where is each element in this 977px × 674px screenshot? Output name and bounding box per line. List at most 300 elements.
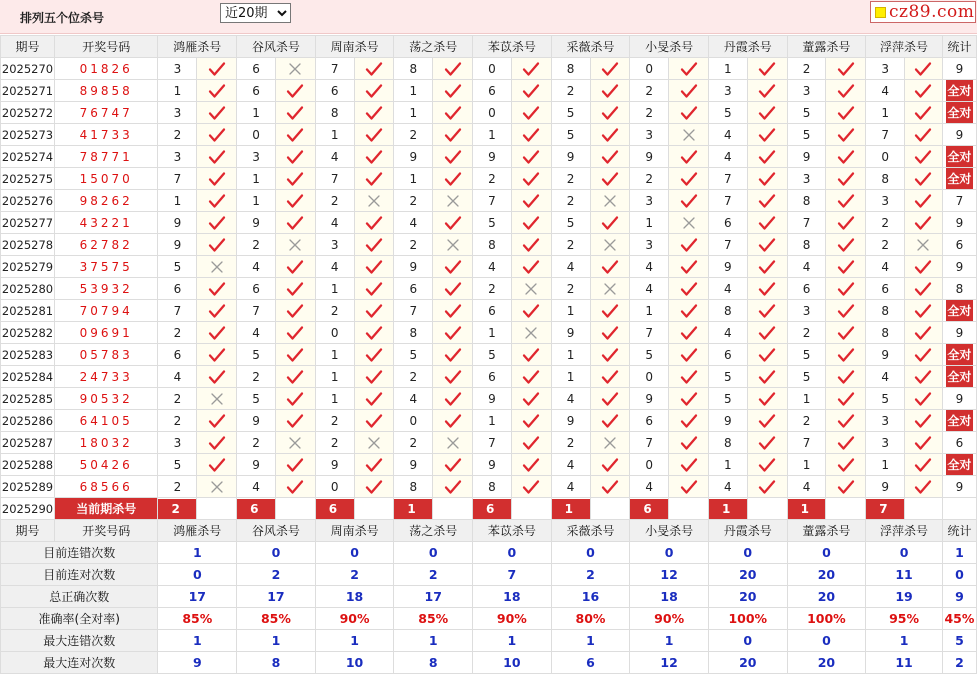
kill-number: 1 — [394, 80, 433, 102]
kill-number: 9 — [630, 146, 669, 168]
kill-number: 2 — [630, 80, 669, 102]
cross-icon — [433, 234, 473, 256]
check-icon — [275, 146, 315, 168]
kill-number: 4 — [315, 212, 354, 234]
table-row — [1, 322, 977, 344]
check-icon — [826, 168, 866, 190]
check-icon — [275, 278, 315, 300]
current-kill-number: 7 — [866, 499, 904, 519]
cross-icon — [905, 234, 943, 256]
kill-number: 5 — [787, 344, 826, 366]
column-header-expert: 荡之杀号 — [394, 36, 473, 58]
issue-number: 2025271 — [1, 80, 55, 102]
current-kill-cell — [315, 498, 354, 520]
kill-number: 8 — [473, 476, 512, 498]
check-icon — [354, 410, 394, 432]
summary-value: 100% — [787, 608, 866, 630]
summary-value: 0 — [237, 542, 316, 564]
kill-number: 2 — [315, 410, 354, 432]
summary-value: 0 — [473, 542, 552, 564]
current-kill-number: 2 — [158, 499, 196, 519]
cross-icon — [275, 58, 315, 80]
current-kill-number: 1 — [788, 499, 826, 519]
summary-value: 85% — [237, 608, 316, 630]
kill-number: 8 — [866, 168, 905, 190]
all-correct-badge: 全对 — [946, 410, 973, 431]
check-icon — [905, 322, 943, 344]
check-icon — [590, 146, 630, 168]
period-select[interactable] — [220, 3, 291, 23]
summary-stat: 9 — [942, 586, 976, 608]
check-icon — [905, 58, 943, 80]
kill-number: 1 — [866, 102, 905, 124]
all-correct-badge: 全对 — [946, 102, 973, 123]
kill-number: 0 — [315, 322, 354, 344]
kill-number: 7 — [315, 168, 354, 190]
summary-value: 20 — [787, 586, 866, 608]
check-icon — [354, 168, 394, 190]
summary-row — [1, 652, 977, 674]
check-icon — [511, 454, 551, 476]
table-row — [1, 58, 977, 80]
check-icon — [354, 278, 394, 300]
current-kill-spacer — [354, 498, 394, 520]
check-icon — [826, 190, 866, 212]
cross-icon — [669, 124, 709, 146]
issue-number: 2025285 — [1, 388, 55, 410]
kill-number: 6 — [473, 366, 512, 388]
draw-number: 98262 — [54, 190, 158, 212]
kill-number: 2 — [866, 234, 905, 256]
check-icon — [905, 102, 943, 124]
check-icon — [905, 366, 943, 388]
kill-number: 5 — [551, 102, 590, 124]
kill-number: 8 — [866, 322, 905, 344]
check-icon — [275, 212, 315, 234]
summary-value: 20 — [787, 564, 866, 586]
kill-number: 8 — [394, 58, 433, 80]
table-row — [1, 168, 977, 190]
kill-number: 5 — [708, 388, 747, 410]
all-correct-badge: 全对 — [946, 366, 973, 387]
kill-number: 3 — [158, 432, 197, 454]
current-kill-spacer — [826, 498, 866, 520]
kill-number: 3 — [787, 300, 826, 322]
check-icon — [669, 388, 709, 410]
current-kill-cell — [158, 498, 197, 520]
check-icon — [590, 58, 630, 80]
summary-value: 12 — [630, 564, 709, 586]
kill-number: 2 — [315, 432, 354, 454]
cross-icon — [590, 278, 630, 300]
issue-number: 2025284 — [1, 366, 55, 388]
summary-value: 0 — [708, 630, 787, 652]
summary-value: 8 — [394, 652, 473, 674]
kill-number: 4 — [866, 80, 905, 102]
kill-number: 1 — [787, 454, 826, 476]
check-icon — [354, 300, 394, 322]
summary-value: 85% — [394, 608, 473, 630]
summary-value: 1 — [237, 630, 316, 652]
kill-number: 0 — [473, 58, 512, 80]
summary-value: 17 — [237, 586, 316, 608]
kill-number: 8 — [394, 476, 433, 498]
logo-square-icon — [875, 7, 886, 18]
kill-number: 4 — [315, 146, 354, 168]
draw-number: 68566 — [54, 476, 158, 498]
current-kill-number: 6 — [473, 499, 511, 519]
kill-number: 6 — [158, 278, 197, 300]
summary-row — [1, 630, 977, 652]
kill-number: 2 — [158, 410, 197, 432]
check-icon — [197, 278, 237, 300]
kill-number: 1 — [708, 454, 747, 476]
issue-number: 2025272 — [1, 102, 55, 124]
kill-number: 9 — [473, 454, 512, 476]
check-icon — [826, 344, 866, 366]
kill-number: 8 — [551, 58, 590, 80]
check-icon — [275, 80, 315, 102]
column-header-expert: 浮萍杀号 — [866, 36, 943, 58]
check-icon — [747, 366, 787, 388]
summary-value: 95% — [866, 608, 943, 630]
kill-number: 5 — [473, 344, 512, 366]
draw-number: 41733 — [54, 124, 158, 146]
kill-number: 0 — [473, 102, 512, 124]
issue-number: 2025289 — [1, 476, 55, 498]
kill-number: 9 — [708, 410, 747, 432]
kill-number: 2 — [551, 278, 590, 300]
check-icon — [197, 410, 237, 432]
check-icon — [669, 58, 709, 80]
summary-value: 0 — [630, 542, 709, 564]
kill-number: 6 — [630, 410, 669, 432]
check-icon — [511, 366, 551, 388]
kill-number: 7 — [237, 300, 276, 322]
summary-value: 0 — [787, 542, 866, 564]
current-kill-spacer — [669, 498, 709, 520]
check-icon — [669, 168, 709, 190]
summary-value: 1 — [158, 542, 237, 564]
kill-number: 3 — [158, 146, 197, 168]
kill-number: 1 — [630, 300, 669, 322]
all-correct-badge: 全对 — [946, 168, 973, 189]
check-icon — [433, 168, 473, 190]
kill-number: 1 — [315, 388, 354, 410]
top-bar — [0, 0, 977, 34]
kill-number: 3 — [866, 190, 905, 212]
current-kill-spacer — [433, 498, 473, 520]
check-icon — [669, 234, 709, 256]
kill-number: 7 — [473, 190, 512, 212]
kill-number: 1 — [158, 190, 197, 212]
row-stat — [942, 146, 976, 168]
draw-number: 78771 — [54, 146, 158, 168]
all-correct-badge: 全对 — [946, 146, 973, 167]
summary-value: 0 — [158, 564, 237, 586]
row-stat: 6 — [942, 432, 976, 454]
kill-number: 2 — [394, 234, 433, 256]
summary-value: 0 — [708, 542, 787, 564]
check-icon — [590, 322, 630, 344]
check-icon — [590, 102, 630, 124]
summary-value: 11 — [866, 652, 943, 674]
kill-number: 1 — [237, 168, 276, 190]
check-icon — [826, 432, 866, 454]
current-kill-spacer — [747, 498, 787, 520]
issue-number: 2025281 — [1, 300, 55, 322]
kill-number: 1 — [473, 322, 512, 344]
check-icon — [590, 212, 630, 234]
kill-number: 2 — [630, 168, 669, 190]
all-correct-badge: 全对 — [946, 454, 973, 475]
cross-icon — [511, 278, 551, 300]
kill-number: 8 — [315, 102, 354, 124]
row-stat: 9 — [942, 388, 976, 410]
check-icon — [354, 80, 394, 102]
draw-number: 37575 — [54, 256, 158, 278]
draw-number: 76747 — [54, 102, 158, 124]
summary-value: 1 — [394, 630, 473, 652]
check-icon — [826, 454, 866, 476]
kill-number: 4 — [551, 388, 590, 410]
column-header-issue: 期号 — [1, 36, 55, 58]
kill-number: 1 — [866, 454, 905, 476]
kill-number: 3 — [158, 58, 197, 80]
summary-value: 2 — [551, 564, 630, 586]
check-icon — [747, 300, 787, 322]
column-header-expert: 采薇杀号 — [551, 520, 630, 542]
kill-number: 5 — [237, 388, 276, 410]
column-header-expert: 浮萍杀号 — [866, 520, 943, 542]
kill-number: 5 — [158, 256, 197, 278]
kill-number: 1 — [473, 410, 512, 432]
kill-number: 1 — [630, 212, 669, 234]
kill-number: 9 — [866, 476, 905, 498]
row-stat: 6 — [942, 234, 976, 256]
summary-value: 90% — [473, 608, 552, 630]
kill-number: 1 — [315, 344, 354, 366]
check-icon — [905, 168, 943, 190]
site-logo[interactable] — [870, 1, 976, 23]
current-kill-spacer — [197, 498, 237, 520]
current-kill-number: 1 — [709, 499, 747, 519]
draw-number: 50426 — [54, 454, 158, 476]
kill-number: 0 — [237, 124, 276, 146]
column-header-draw: 开奖号码 — [54, 520, 158, 542]
current-kill-label: 当前期杀号 — [54, 498, 158, 520]
kill-number: 4 — [473, 256, 512, 278]
check-icon — [197, 234, 237, 256]
check-icon — [511, 212, 551, 234]
summary-value: 19 — [866, 586, 943, 608]
row-stat: 9 — [942, 322, 976, 344]
current-kill-cell — [473, 498, 512, 520]
kill-number: 7 — [473, 432, 512, 454]
kill-number: 2 — [551, 190, 590, 212]
check-icon — [669, 366, 709, 388]
current-stat — [942, 498, 976, 520]
kill-number: 5 — [551, 212, 590, 234]
column-header-expert: 苯苡杀号 — [473, 36, 552, 58]
kill-number: 0 — [630, 366, 669, 388]
check-icon — [669, 256, 709, 278]
kill-number: 3 — [708, 80, 747, 102]
check-icon — [433, 124, 473, 146]
check-icon — [511, 388, 551, 410]
column-header-expert: 苯苡杀号 — [473, 520, 552, 542]
summary-value: 12 — [630, 652, 709, 674]
issue-number: 2025286 — [1, 410, 55, 432]
check-icon — [354, 256, 394, 278]
kill-number: 4 — [630, 256, 669, 278]
kill-number: 4 — [630, 476, 669, 498]
kill-number: 5 — [237, 344, 276, 366]
kill-number: 2 — [551, 80, 590, 102]
kill-number: 2 — [158, 388, 197, 410]
table-row — [1, 190, 977, 212]
kill-number: 6 — [158, 344, 197, 366]
kill-number: 3 — [866, 410, 905, 432]
kill-number: 3 — [866, 432, 905, 454]
current-kill-cell — [630, 498, 669, 520]
kill-number: 9 — [630, 388, 669, 410]
summary-stat: 45% — [942, 608, 976, 630]
column-header-stats: 统计 — [942, 36, 976, 58]
summary-label: 最大连对次数 — [1, 652, 158, 674]
kill-number: 4 — [237, 476, 276, 498]
kill-number: 4 — [866, 256, 905, 278]
kill-number: 8 — [708, 432, 747, 454]
table-row — [1, 124, 977, 146]
kill-number: 1 — [708, 58, 747, 80]
kill-number: 3 — [630, 234, 669, 256]
kill-number: 1 — [315, 278, 354, 300]
check-icon — [747, 278, 787, 300]
draw-number: 90532 — [54, 388, 158, 410]
kill-number: 9 — [551, 410, 590, 432]
check-icon — [433, 476, 473, 498]
kill-number: 4 — [551, 476, 590, 498]
kill-number: 9 — [158, 212, 197, 234]
table-row — [1, 432, 977, 454]
kill-number: 2 — [473, 278, 512, 300]
kill-number: 1 — [394, 102, 433, 124]
draw-number: 62782 — [54, 234, 158, 256]
kill-number: 7 — [866, 124, 905, 146]
kill-number: 8 — [708, 300, 747, 322]
summary-value: 9 — [158, 652, 237, 674]
table-row — [1, 80, 977, 102]
kill-number: 4 — [630, 278, 669, 300]
summary-stat: 5 — [942, 630, 976, 652]
check-icon — [511, 146, 551, 168]
column-header-issue: 期号 — [1, 520, 55, 542]
kill-number: 6 — [787, 278, 826, 300]
column-header-expert: 荡之杀号 — [394, 520, 473, 542]
check-icon — [747, 190, 787, 212]
summary-value: 90% — [315, 608, 394, 630]
check-icon — [747, 322, 787, 344]
cross-icon — [197, 388, 237, 410]
kill-number: 9 — [237, 212, 276, 234]
column-header-expert: 谷风杀号 — [237, 520, 316, 542]
check-icon — [275, 168, 315, 190]
kill-number: 4 — [551, 454, 590, 476]
check-icon — [826, 80, 866, 102]
draw-number: 70794 — [54, 300, 158, 322]
summary-value: 2 — [394, 564, 473, 586]
check-icon — [354, 388, 394, 410]
check-icon — [354, 124, 394, 146]
kill-number: 2 — [394, 124, 433, 146]
kill-number: 3 — [158, 102, 197, 124]
summary-row — [1, 586, 977, 608]
cross-icon — [590, 234, 630, 256]
kill-number: 6 — [708, 212, 747, 234]
kill-number: 0 — [630, 58, 669, 80]
check-icon — [590, 80, 630, 102]
kill-number: 9 — [473, 388, 512, 410]
check-icon — [511, 190, 551, 212]
kill-number: 9 — [237, 410, 276, 432]
check-icon — [511, 476, 551, 498]
kill-number: 2 — [315, 190, 354, 212]
column-header-expert: 丹霞杀号 — [708, 36, 787, 58]
check-icon — [433, 212, 473, 234]
check-icon — [747, 168, 787, 190]
kill-number: 1 — [394, 168, 433, 190]
row-stat: 9 — [942, 212, 976, 234]
check-icon — [747, 102, 787, 124]
kill-number: 2 — [237, 366, 276, 388]
check-icon — [354, 58, 394, 80]
issue-number: 2025279 — [1, 256, 55, 278]
row-stat — [942, 80, 976, 102]
summary-label: 准确率(全对率) — [1, 608, 158, 630]
kill-number: 2 — [787, 58, 826, 80]
check-icon — [275, 344, 315, 366]
summary-value: 20 — [787, 652, 866, 674]
summary-value: 100% — [708, 608, 787, 630]
kill-number: 8 — [787, 234, 826, 256]
kill-number: 6 — [473, 80, 512, 102]
cross-icon — [511, 322, 551, 344]
check-icon — [905, 212, 943, 234]
check-icon — [590, 124, 630, 146]
check-icon — [511, 344, 551, 366]
check-icon — [747, 388, 787, 410]
summary-value: 10 — [315, 652, 394, 674]
kill-number: 4 — [158, 366, 197, 388]
summary-value: 90% — [630, 608, 709, 630]
kill-number: 1 — [551, 344, 590, 366]
kill-number: 7 — [787, 432, 826, 454]
check-icon — [354, 234, 394, 256]
kill-number: 2 — [551, 234, 590, 256]
kill-number: 1 — [315, 124, 354, 146]
check-icon — [826, 476, 866, 498]
check-icon — [826, 58, 866, 80]
check-icon — [669, 322, 709, 344]
kill-number: 5 — [708, 102, 747, 124]
kill-number: 2 — [237, 432, 276, 454]
kill-number: 9 — [787, 146, 826, 168]
check-icon — [669, 102, 709, 124]
kill-number: 8 — [394, 322, 433, 344]
kill-number: 6 — [315, 80, 354, 102]
check-icon — [669, 300, 709, 322]
